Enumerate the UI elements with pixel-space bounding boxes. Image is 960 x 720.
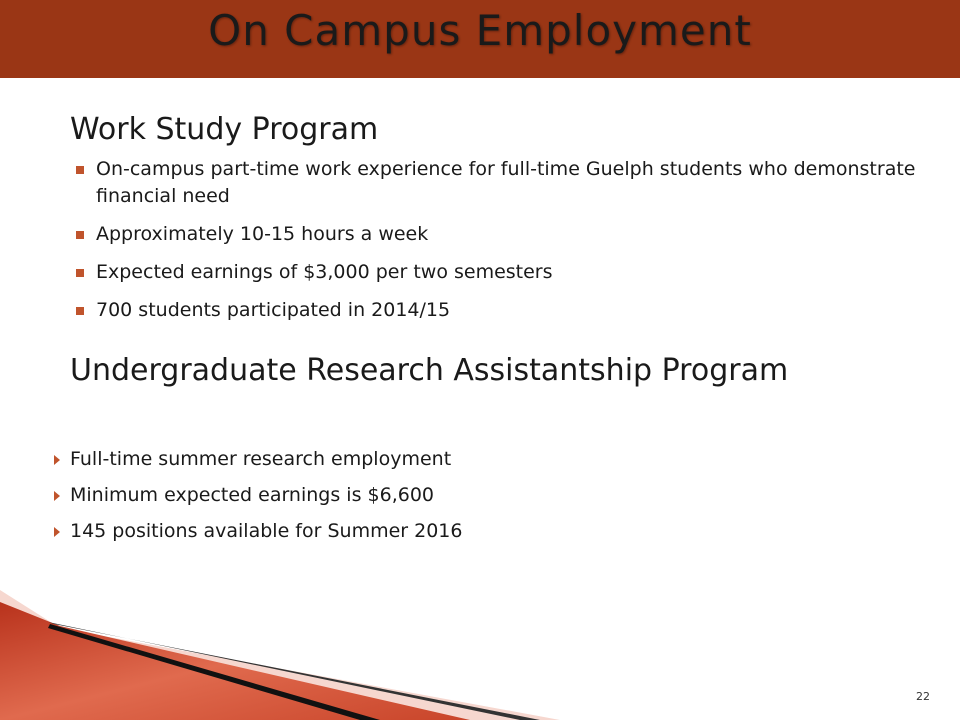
triangle-bullet-icon bbox=[54, 455, 60, 465]
square-bullet-icon bbox=[76, 166, 84, 174]
list-item-text: On-campus part-time work experience for full-time Guelph students who demonstrate financial need bbox=[96, 158, 916, 207]
triangle-bullet-icon bbox=[54, 527, 60, 537]
square-bullet-icon bbox=[76, 269, 84, 277]
page-number: 22 bbox=[916, 690, 930, 703]
work-study-list bbox=[74, 156, 934, 335]
research-heading: Undergraduate Research Assistantship Program bbox=[70, 353, 789, 388]
list-item-text: 700 students participated in 2014/15 bbox=[96, 299, 451, 321]
square-bullet-icon bbox=[76, 307, 84, 315]
list-item bbox=[74, 156, 934, 210]
list-item bbox=[50, 446, 910, 473]
corner-decoration bbox=[0, 590, 620, 720]
triangle-bullet-icon bbox=[54, 491, 60, 501]
list-item bbox=[74, 221, 934, 248]
list-item-text: 145 positions available for Summer 2016 bbox=[70, 520, 463, 542]
list-item-text: Approximately 10-15 hours a week bbox=[96, 223, 429, 245]
list-item bbox=[50, 518, 910, 545]
list-item-text: Minimum expected earnings is $6,600 bbox=[70, 484, 434, 506]
list-item bbox=[50, 482, 910, 509]
research-list bbox=[50, 446, 910, 554]
list-item-text: Expected earnings of $3,000 per two semesters bbox=[96, 261, 553, 283]
slide-title: On Campus Employment bbox=[208, 6, 752, 55]
square-bullet-icon bbox=[76, 231, 84, 239]
list-item bbox=[74, 297, 934, 324]
list-item bbox=[74, 259, 934, 286]
list-item-text: Full-time summer research employment bbox=[70, 448, 452, 470]
work-study-heading: Work Study Program bbox=[70, 112, 379, 147]
